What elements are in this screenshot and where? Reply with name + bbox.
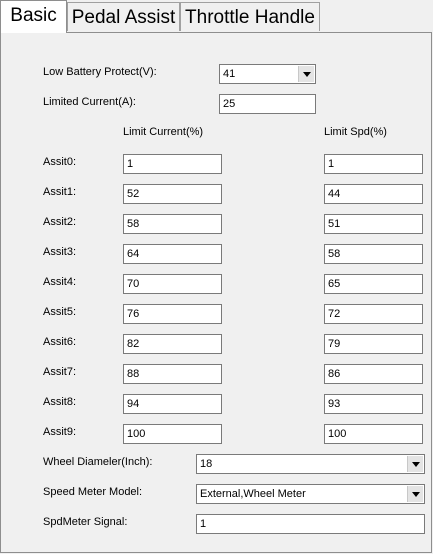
assist-row-label: Assit8: [43, 396, 77, 408]
wheel-diameter-select[interactable] [196, 454, 425, 474]
tab-pedal-assist[interactable]: Pedal Assist [67, 2, 180, 31]
assist-row-label: Assit0: [43, 156, 77, 168]
limited-current-input[interactable]: 25 [219, 94, 316, 114]
assist-row-label: Assit9: [43, 426, 77, 438]
assist-current-input[interactable]: 94 [123, 394, 222, 414]
low-battery-protect-select[interactable] [219, 64, 316, 84]
assist-speed-input[interactable]: 51 [324, 214, 423, 234]
assist-current-input[interactable]: 64 [123, 244, 222, 264]
speed-meter-model-label: Speed Meter Model: [43, 486, 143, 498]
assist-speed-input[interactable]: 44 [324, 184, 423, 204]
spdmeter-signal-input[interactable]: 1 [196, 514, 425, 534]
speed-meter-model-value: External,Wheel Meter [200, 488, 306, 500]
assist-current-input[interactable]: 52 [123, 184, 222, 204]
assist-speed-input[interactable]: 79 [324, 334, 423, 354]
limit-current-header: Limit Current(%) [123, 126, 204, 138]
assist-speed-input[interactable]: 58 [324, 244, 423, 264]
assist-current-input[interactable]: 88 [123, 364, 222, 384]
assist-current-input[interactable]: 82 [123, 334, 222, 354]
assist-row-label: Assit1: [43, 186, 77, 198]
speed-meter-model-select[interactable] [196, 484, 425, 504]
assist-row-label: Assit3: [43, 246, 77, 258]
chevron-down-icon[interactable] [407, 456, 423, 472]
assist-current-input[interactable]: 76 [123, 304, 222, 324]
assist-row-label: Assit5: [43, 306, 77, 318]
assist-row-label: Assit4: [43, 276, 77, 288]
low-battery-protect-value: 41 [223, 68, 236, 80]
assist-row-label: Assit6: [43, 336, 77, 348]
tab-basic[interactable]: Basic [0, 0, 67, 33]
tab-strip [0, 0, 433, 33]
chevron-down-icon[interactable] [298, 66, 314, 82]
limit-speed-header: Limit Spd(%) [324, 126, 387, 138]
limited-current-label: Limited Current(A): [43, 96, 136, 108]
assist-speed-input[interactable]: 100 [324, 424, 423, 444]
wheel-diameter-value: 18 [200, 458, 213, 470]
assist-speed-input[interactable]: 93 [324, 394, 423, 414]
low-battery-protect-label: Low Battery Protect(V): [43, 66, 157, 78]
assist-speed-input[interactable]: 1 [324, 154, 423, 174]
tab-throttle-handle[interactable]: Throttle Handle [180, 2, 320, 31]
assist-speed-input[interactable]: 72 [324, 304, 423, 324]
assist-current-input[interactable]: 1 [123, 154, 222, 174]
assist-current-input[interactable]: 100 [123, 424, 222, 444]
assist-speed-input[interactable]: 65 [324, 274, 423, 294]
wheel-diameter-label: Wheel Diameler(Inch): [43, 456, 153, 468]
assist-row-label: Assit2: [43, 216, 77, 228]
chevron-down-icon[interactable] [407, 486, 423, 502]
spdmeter-signal-label: SpdMeter Signal: [43, 516, 128, 528]
assist-current-input[interactable]: 58 [123, 214, 222, 234]
assist-row-label: Assit7: [43, 366, 77, 378]
assist-speed-input[interactable]: 86 [324, 364, 423, 384]
assist-current-input[interactable]: 70 [123, 274, 222, 294]
basic-panel [0, 32, 432, 553]
